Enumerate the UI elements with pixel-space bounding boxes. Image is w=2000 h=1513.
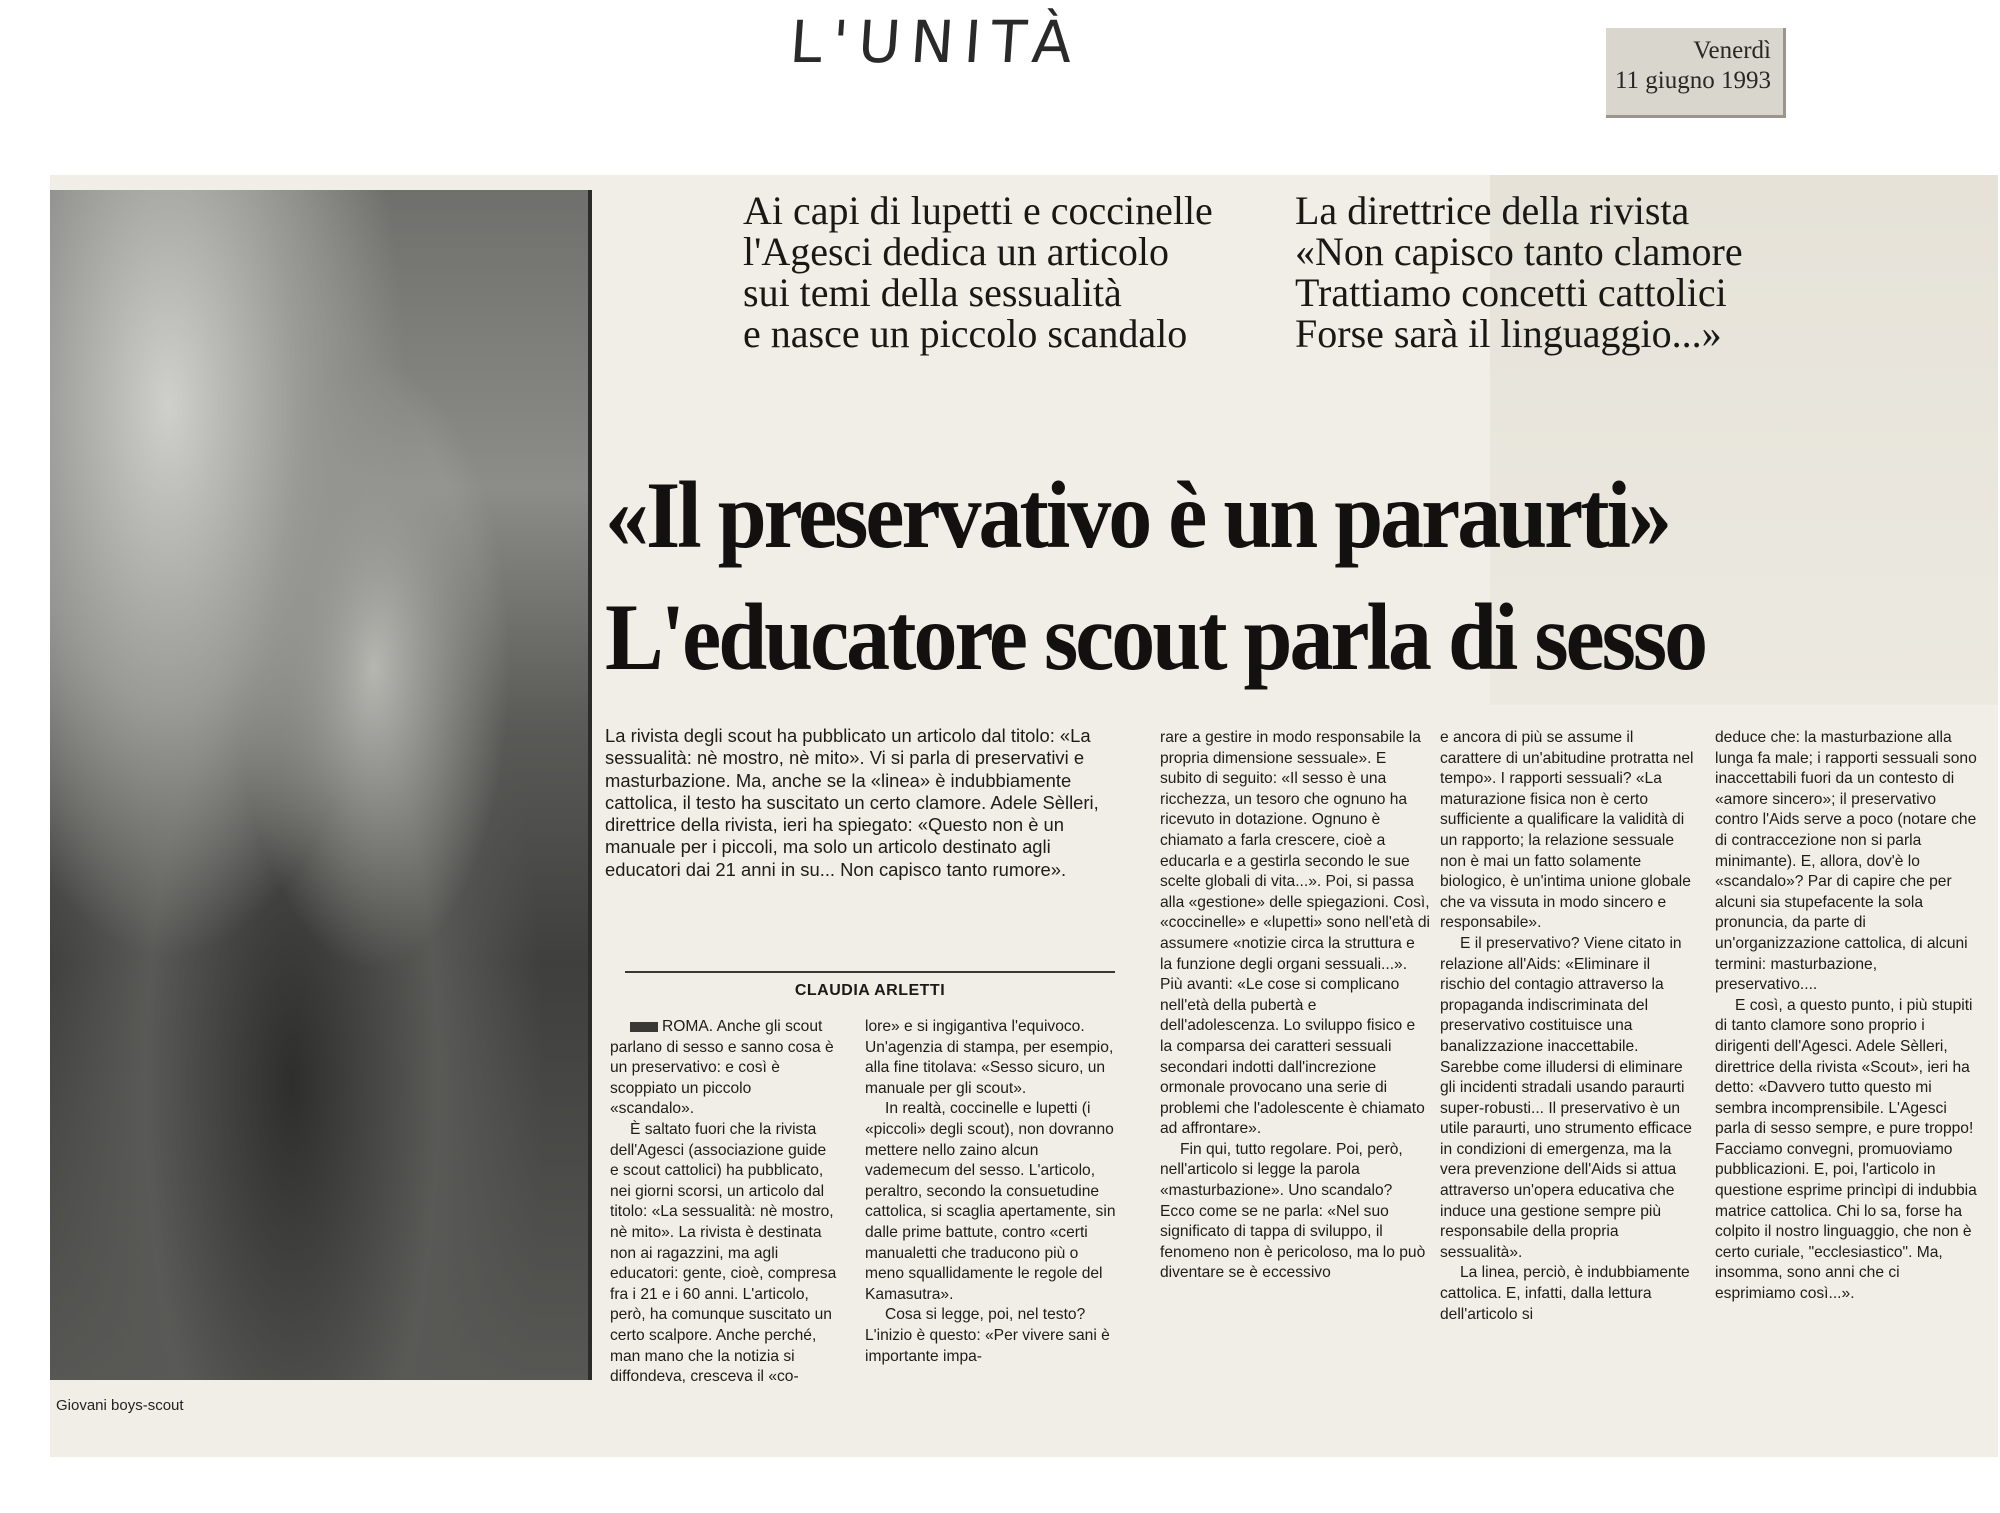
headline-line-1: «Il preservativo è un paraurti» (605, 463, 1669, 569)
body-column-3 (1160, 728, 1430, 1284)
date-stamp (1606, 28, 1786, 118)
subheadline-right (1295, 190, 1743, 354)
paragraph: E così, a questo punto, i più stupiti di tanto clamore sono proprio i dirigenti dell'Agesci. Adele Sèlleri, direttrice della rivista «Scout», ieri ha detto: «Davvero tutto questo mi sembra incomprensibile. L'Agesci parla di sesso sempre, e pure troppo! Facciamo convegni, promuoviamo pubblicazioni. E, poi, l'articolo in questione esprime princìpi di indubbia matrice cattolica. Chi lo sa, forse ha colpito il nostro linguaggio, che non è certo curiale, "ecclesiastico". Ma, insomma, sono anni che ci esprimiamo così...». (1715, 996, 1977, 1303)
deck-left-line: e nasce un piccolo scandalo (743, 311, 1188, 356)
paragraph: ROMA. Anche gli scout parlano di sesso e sanno cosa è un preservativo: e così è scoppiato un piccolo «scandalo». (610, 1018, 834, 1118)
newspaper-clipping (50, 175, 1998, 1457)
paragraph: La linea, perciò, è indubbiamente cattolica. E, infatti, dalla lettura dell'articolo si (1440, 1264, 1690, 1323)
body-column-1 (610, 1017, 838, 1388)
photo-caption: Giovani boys-scout (56, 1397, 184, 1414)
deck-right-line: «Non capisco tanto clamore (1295, 229, 1743, 274)
deck-left-line: sui temi della sessualità (743, 270, 1122, 315)
paragraph: Cosa si legge, poi, nel testo? L'inizio è questo: «Per vivere sani è importante impa- (865, 1306, 1110, 1365)
paragraph: e ancora di più se assume il carattere di un'abitudine protratta nel tempo». I rapporti sessuali? «La maturazione fisica non è certo sufficiente a qualificare la validità di un rapporto; la relazione sessuale non è mai un fatto solamente biologico, è un'intima unione globale che va vissuta in modo sincero e responsabile». (1440, 729, 1694, 932)
deck-right-line: Trattiamo concetti cattolici (1295, 270, 1727, 315)
byline-rule (625, 971, 1115, 973)
paragraph: È saltato fuori che la rivista dell'Agesci (associazione guide e scout cattolici) ha pubblicato, nei giorni scorsi, un articolo dal titolo: «La sessualità: nè mostro, nè mito». La rivista è destinata non ai ragazzini, ma agli educatori: gente, cioè, compresa fra i 21 e i 60 anni. L'articolo, però, ha comunque suscitato un certo scalpore. Anche perché, man mano che la notizia si diffondeva, cresceva il «co- (610, 1120, 837, 1386)
lede-text: La rivista degli scout ha pubblicato un articolo dal titolo: «La sessualità: nè mostro, nè mito». Vi si parla di preservativi e masturbazione. Ma, anche se la «linea» è indubbiamente cattolica, il testo ha suscitato un certo clamore. Adele Sèlleri, direttrice della rivista, ieri ha spiegato: «Questo non è un manuale per i piccoli, ma solo un articolo destinato agli educatori dai 21 anni in su... Non capisco tanto rumore». (605, 725, 1099, 880)
subheadline-left (743, 190, 1213, 354)
paragraph: In realtà, coccinelle e lupetti (i «piccoli» degli scout), non dovranno mettere nello zaino alcun vademecum del sesso. L'articolo, peraltro, secondo la consuetudine cattolica, si scaglia apertamente, sin dalle prime battute, contro «certi manualetti che traducono più o meno squallidamente le regole del Kamasutra». (865, 1100, 1116, 1303)
dateline-bar (630, 1022, 658, 1032)
date-full: 11 giugno 1993 (1614, 67, 1771, 94)
deck-right-line: La direttrice della rivista (1295, 188, 1690, 233)
newspaper-name-handwritten: L'UNITÀ (787, 8, 1085, 76)
paragraph: lore» e si ingigantiva l'equivoco. Un'agenzia di stampa, per esempio, alla fine titolava: «Sesso sicuro, un manuale per gli scout». (865, 1018, 1114, 1097)
byline: CLAUDIA ARLETTI (794, 982, 946, 999)
body-column-5 (1715, 728, 1977, 1305)
date-weekday: Venerdì (1693, 37, 1771, 64)
deck-left-line: l'Agesci dedica un articolo (743, 229, 1169, 274)
deck-right-line: Forse sarà il linguaggio...» (1295, 311, 1722, 356)
paragraph: rare a gestire in modo responsabile la propria dimensione sessuale». E subito di seguito: «Il sesso è una ricchezza, un tesoro che ognuno ha ricevuto in dotazione. Ognuno è chiamato a farla crescere, cioè a educarla e a gestirla secondo le sue scelte globali di vita...». Poi, si passa alla «gestione» delle spiegazioni. Così, «coccinelle» e «lupetti» sono nell'età di assumere «notizie circa la struttura e la funzione degli organi sessuali...». Più avanti: «Le cose si complicano nell'età della pubertà e dell'adolescenza. Lo sviluppo fisico e la comparsa dei caratteri sessuali secondari indotti dall'increzione ormonale provocano una serie di problemi che l'adolescente è chiamato ad affrontare». (1160, 729, 1430, 1138)
paragraph: deduce che: la masturbazione alla lunga fa male; i rapporti sessuali sono inaccettabili fuori da un contesto di «amore sincero»; il preservativo contro l'Aids serve a poco (notare che di contraccezione non si parla minimante). E, allora, dov'è lo «scandalo»? Par di capire che per alcuni sia stupefacente la sola pronuncia, da parte di un'organizzazione cattolica, di alcuni termini: masturbazione, preservativo.... (1715, 729, 1977, 994)
body-column-2 (865, 1017, 1117, 1367)
dateline: ROMA. (662, 1018, 714, 1035)
body-column-4 (1440, 728, 1698, 1325)
paragraph: E il preservativo? Viene citato in relazione all'Aids: «Eliminare il rischio del contagio attraverso la propaganda indiscriminata del preservativo costituisce una banalizzazione inaccettabile. Sarebbe come illudersi di eliminare gli incidenti stradali usando paraurti super-robusti... Il preservativo è un utile paraurti, uno strumento efficace in condizioni di emergenza, ma la vera prevenzione dell'Aids si attua attraverso un'opera educativa che induce una gestione sempre più responsabile della propria sessualità». (1440, 934, 1692, 1261)
headline-line-2: L'educatore scout parla di sesso (605, 585, 1706, 691)
paragraph: Fin qui, tutto regolare. Poi, però, nell'articolo si legge la parola «masturbazione». Uno scandalo? Ecco come se ne parla: «Nel suo significato di tappa di sviluppo, il fenomeno non è pericoloso, ma lo può diventare se è eccessivo (1160, 1140, 1426, 1282)
deck-left-line: Ai capi di lupetti e coccinelle (743, 188, 1213, 233)
article-lede (605, 725, 1125, 881)
scouts-photo (50, 190, 592, 1380)
